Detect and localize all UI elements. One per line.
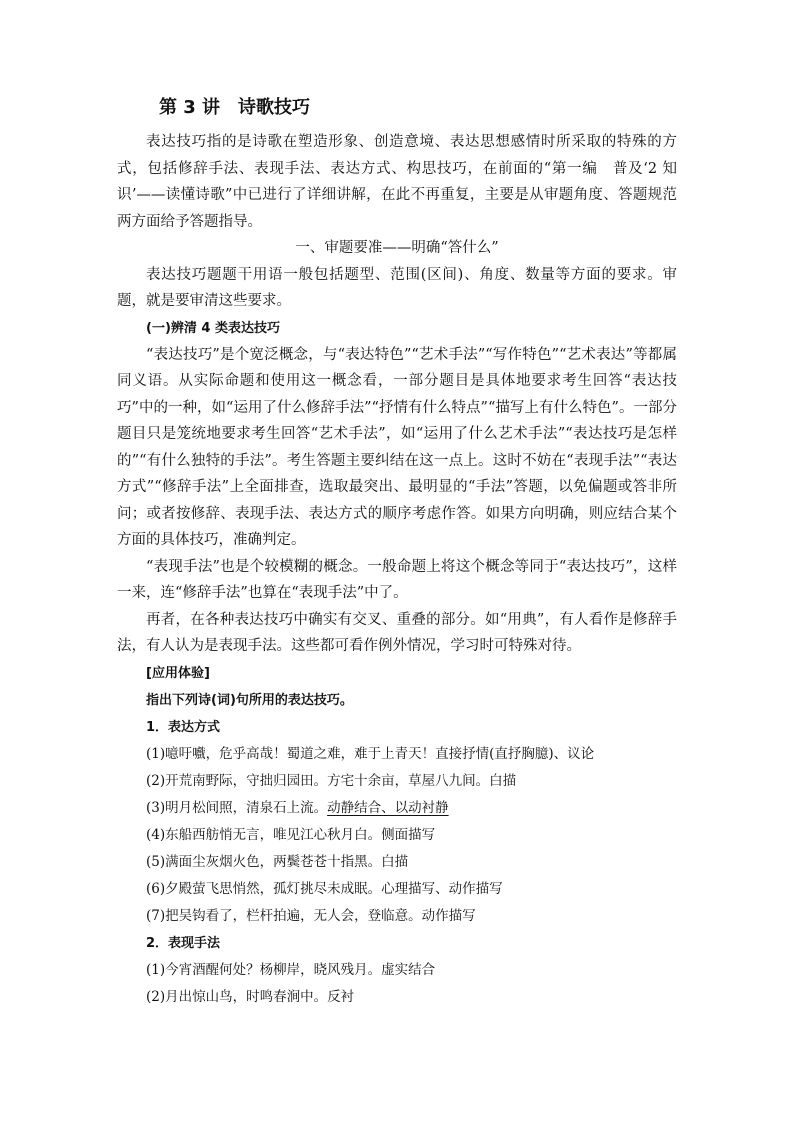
list-item-text: (3)明月松间照，清泉石上流。 — [146, 799, 328, 816]
list-item: (1)今宵酒醒何处？杨柳岸，晓风残月。虚实结合 — [146, 961, 436, 978]
practice-label-text: [应用体验] — [146, 665, 210, 681]
intro-paragraph: 表达技巧指的是诗歌在塑造形象、创造意境、表达思想感情时所采取的特殊的方式，包括修辞手法、表现手法、表达方式、构思技巧，在前面的“第一编 普及‘2 知识’——读懂诗歌”中已进行了详细讲解，在此不再重复，主要是从审题角度、答题规范两方面给予答题指导。 — [117, 134, 677, 230]
practice-instruction — [117, 687, 677, 714]
list-item: (6)夕殿萤飞思悄然，孤灯挑尽未成眠。心理描写、动作描写 — [146, 880, 503, 897]
list-item: (7)把吴钩看了，栏杆拍遍，无人会，登临意。动作描写 — [146, 907, 476, 924]
section-paragraph: 表达技巧题题干用语一般包括题型、范围(区间)、角度、数量等方面的要求。审题，就是要审清这些要求。 — [117, 266, 677, 309]
list-item — [117, 795, 677, 822]
document-page — [117, 95, 677, 1011]
list-item: (5)满面尘灰烟火色，两鬓苍苍十指黑。白描 — [146, 853, 409, 870]
list-item: (1)噫吁嚱，危乎高哉！蜀道之难，难于上青天！直接抒情(直抒胸臆)、议论 — [146, 745, 595, 762]
group-heading-expression — [117, 714, 677, 741]
body-paragraph-3: 再者，在各种表达技巧中确实有交叉、重叠的部分。如“用典”，有人看作是修辞手法，有人认为是表现手法。这些都可看作例外情况，学习时可特殊对待。 — [117, 611, 677, 654]
practice-instruction-text: 指出下列诗(词)句所用的表达技巧。 — [146, 692, 353, 708]
list-item: (2)月出惊山鸟，时鸣春涧中。反衬 — [146, 988, 355, 1005]
practice-label — [117, 660, 677, 687]
subsection-heading — [117, 315, 677, 342]
subsection-heading-text: (一)辨清 4 类表达技巧 — [146, 320, 280, 336]
list-item: (2)开荒南野际，守拙归园田。方宅十余亩，草屋八九间。白描 — [146, 772, 517, 789]
section-heading: 一、审题要准——明确“答什么” — [295, 240, 499, 256]
body-paragraph-1: “表达技巧”是个宽泛概念，与“表达特色”“艺术手法”“写作特色”“艺术表达”等都属同义语。从实际命题和使用这一概念看，一部分题目是具体地要求考生回答“表达技巧”中的一种，如“运用了什么修辞手法”“抒情有什么特点”“描写上有什么特色”。一部分题目只是笼统地要求考生回答“艺术手法”，如“运用了什么艺术手法”“表达技巧是怎样的”“有什么独特的手法”。考生答题主要纠结在这一点上。这时不妨在“表现手法”“表达方式”“修辞手法”上全面排查，选取最突出、最明显的“手法”答题，以免偏题或答非所问；或者按修辞、表现手法、表达方式的顺序考虑作答。如果方向明确，则应结合某个方面的具体技巧，准确判定。 — [117, 346, 677, 548]
body-paragraph-2: “表现手法”也是个较模糊的概念。一般命题上将这个概念等同于“表达技巧”，这样一来，连“修辞手法”也算在“表现手法”中了。 — [117, 558, 677, 601]
page-title: 第 3 讲 诗歌技巧 — [159, 97, 311, 118]
group-heading-technique-text: 2．表现手法 — [146, 935, 221, 951]
underlined-answer: 动静结合、以动衬静 — [327, 799, 449, 816]
list-item: (4)东船西舫悄无言，唯见江心秋月白。侧面描写 — [146, 826, 436, 843]
group-heading-technique — [117, 930, 677, 957]
group-heading-expression-text: 1．表达方式 — [146, 719, 221, 735]
